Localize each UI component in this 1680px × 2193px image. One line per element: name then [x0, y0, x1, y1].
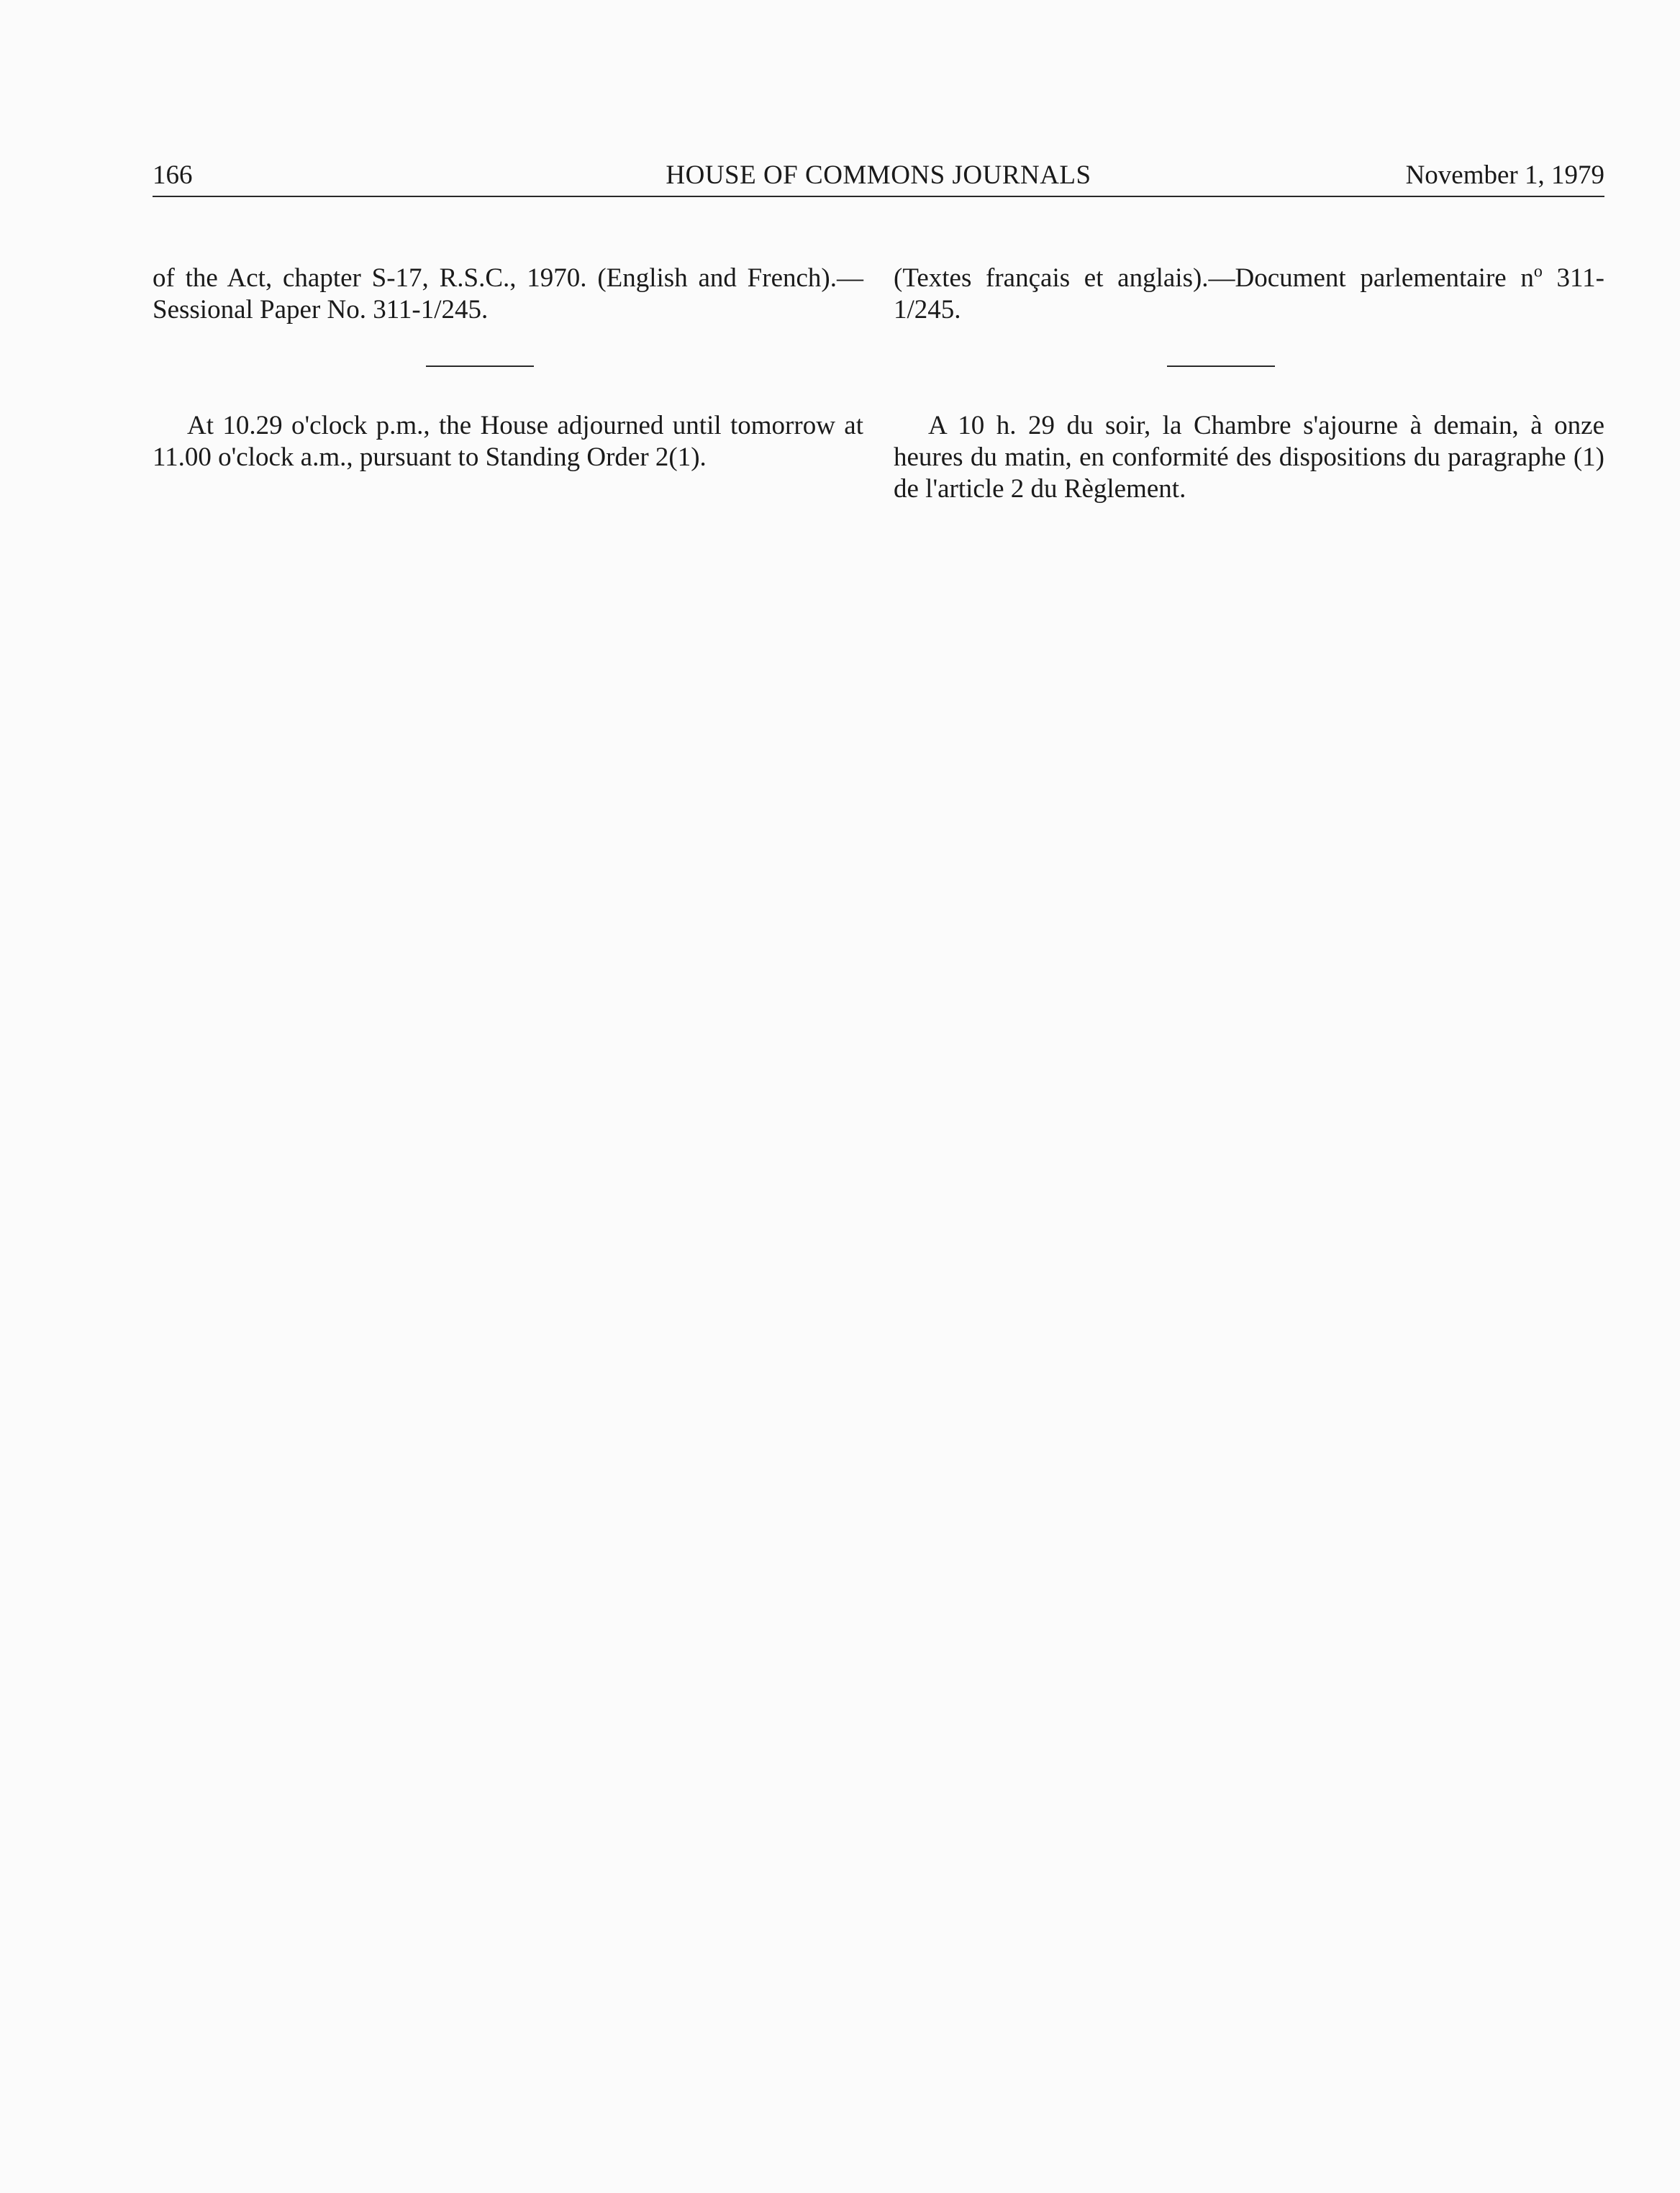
- french-section-divider: [1167, 366, 1275, 367]
- english-continuation-paragraph: of the Act, chapter S-17, R.S.C., 1970. (English and French).—Sessional Paper No. 311-1/245.: [153, 263, 863, 324]
- french-continuation-prefix: (Textes français et anglais).—Document parlementaire n: [894, 263, 1534, 293]
- french-continuation-superscript: o: [1533, 262, 1543, 281]
- page-header: [153, 157, 1604, 194]
- french-continuation-suffix: 311-1/245.: [894, 263, 1604, 324]
- page-number: 166: [153, 160, 193, 190]
- french-continuation-paragraph: [894, 263, 1604, 326]
- english-adjournment-paragraph: At 10.29 o'clock p.m., the House adjourned until tomorrow at 11.00 o'clock a.m., pursuant to Standing Order 2(1).: [153, 411, 863, 472]
- header-rule: [153, 196, 1604, 197]
- page-date: November 1, 1979: [1405, 160, 1604, 190]
- journal-title: HOUSE OF COMMONS JOURNALS: [666, 160, 1091, 190]
- french-adjournment-paragraph: A 10 h. 29 du soir, la Chambre s'ajourne à demain, à onze heures du matin, en conformité des dispositions du paragraphe (1) de l'article 2 du Règlement.: [894, 411, 1604, 504]
- english-section-divider: [426, 366, 534, 367]
